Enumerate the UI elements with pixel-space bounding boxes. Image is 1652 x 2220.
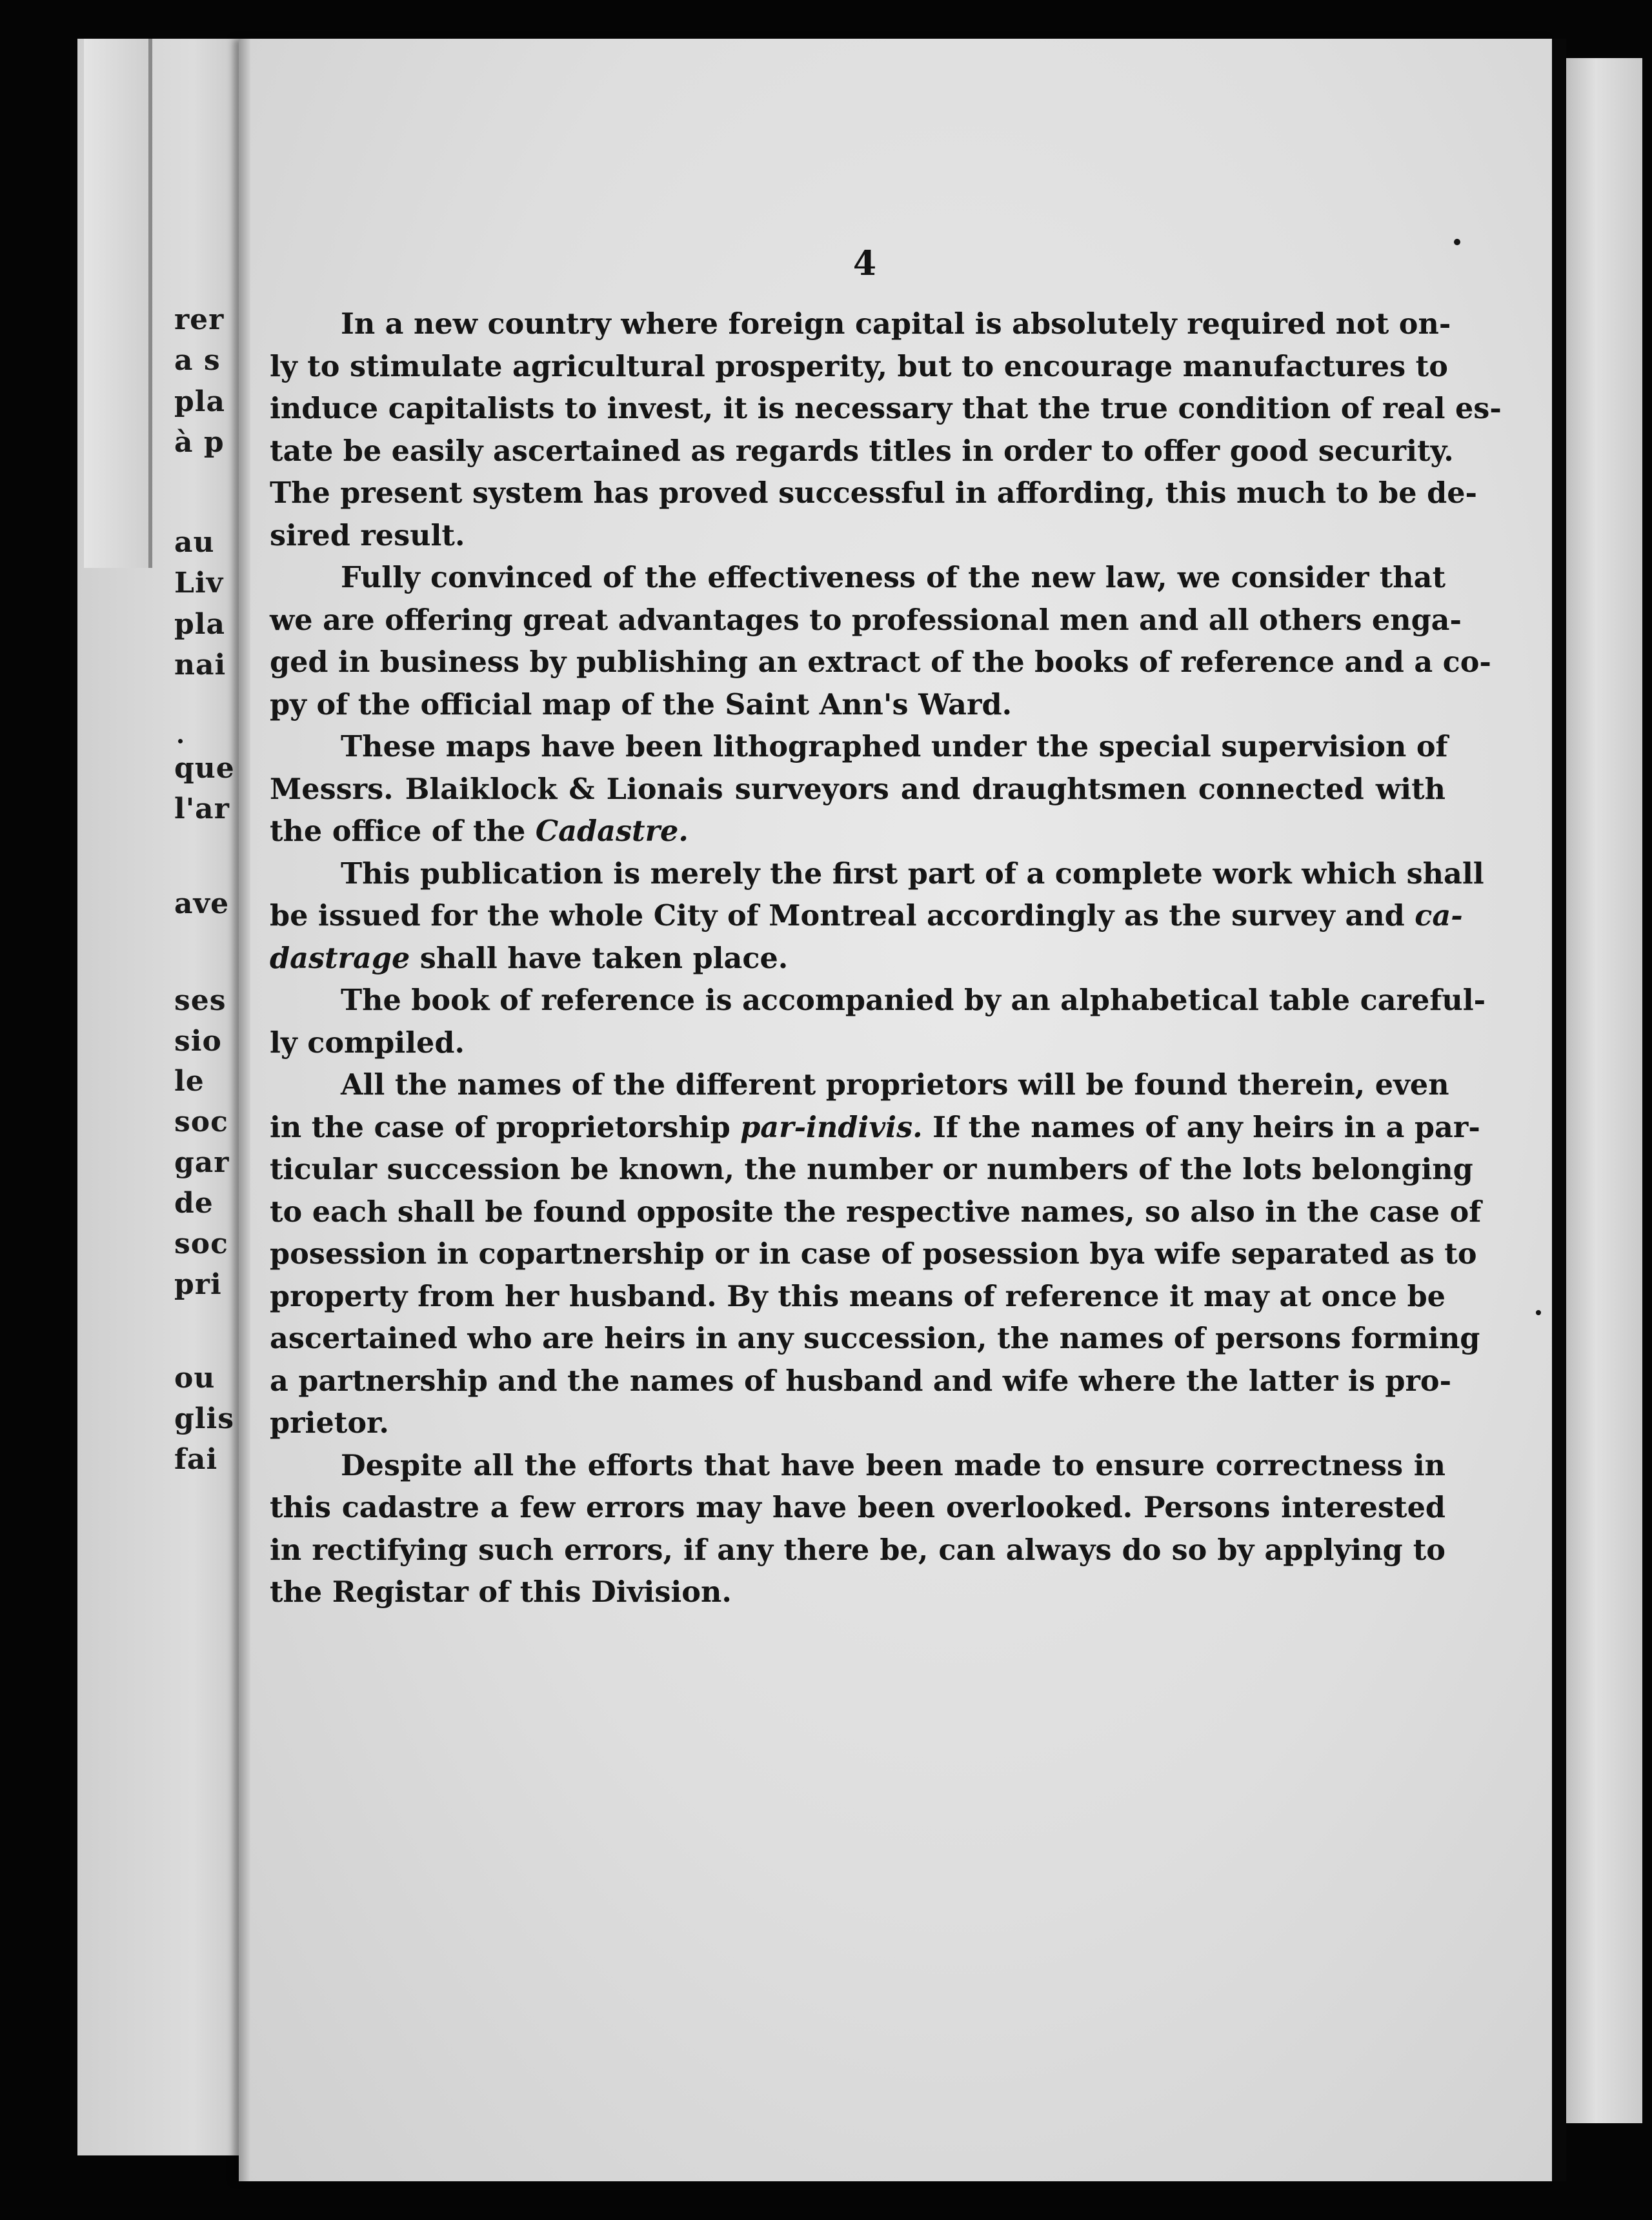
text-line — [270, 1107, 1480, 1149]
text-line: property from her husband. By this means of reference it may at once be — [270, 1279, 1446, 1313]
fragment-text: que — [174, 752, 235, 785]
text-line: ascertained who are heirs in any succession, the names of persons forming — [270, 1322, 1480, 1355]
text-line: Despite all the efforts that have been made to ensure correctness in — [341, 1448, 1446, 1482]
text-line: posession in copartnership or in case of posession bya wife separated as to — [270, 1237, 1477, 1271]
text-line: ly to stimulate agricultural prosperity, but to encourage manufactures to — [270, 349, 1448, 383]
text-run: be issued for the whole City of Montreal accordingly as the survey and — [270, 899, 1415, 933]
text-line: Messrs. Blaiklock & Lionais surveyors and draughtsmen connected with — [270, 772, 1446, 806]
italic-term-par-indivis: par-indivis. — [740, 1110, 923, 1144]
text-run: in the case of proprietorship — [270, 1110, 741, 1144]
text-line: we are offering great advantages to professional men and all others enga- — [270, 603, 1462, 637]
italic-term-cadastre: Cadastre. — [535, 814, 689, 848]
text-line: the Registar of this Division. — [270, 1575, 732, 1609]
text-line: this cadastre a few errors may have been overlooked. Persons interested — [270, 1491, 1446, 1524]
text-line: to each shall be found opposite the respective names, so also in the case of — [270, 1195, 1482, 1229]
fragment-text: ses — [174, 984, 227, 1017]
fragment-text: à p — [174, 426, 225, 459]
page-fold-shadow — [239, 39, 250, 2181]
fragment-text: fai — [174, 1443, 218, 1476]
fragment-text: nai — [174, 649, 227, 681]
text-run: If the names of any heirs in a par- — [922, 1110, 1480, 1144]
fragment-text: ave — [174, 887, 230, 920]
adjacent-page-fragments — [174, 303, 248, 1529]
text-line: tate be easily ascertained as regards titles in order to offer good security. — [270, 434, 1454, 468]
ink-speck — [1536, 1310, 1541, 1315]
fragment-text: pla — [174, 608, 225, 641]
fragment-text: le — [174, 1065, 205, 1098]
fragment-text: soc — [174, 1227, 228, 1260]
ink-speck — [1454, 239, 1460, 245]
text-line — [270, 938, 1446, 980]
fragment-text: glis — [174, 1402, 234, 1435]
body-text — [270, 303, 1502, 1614]
fragment-text: sio — [174, 1025, 222, 1058]
text-line: Fully convinced of the effectiveness of the new law, we consider that — [341, 561, 1446, 594]
text-line: a partnership and the names of husband and wife where the latter is pro- — [270, 1364, 1452, 1398]
fragment-text: ou — [174, 1362, 216, 1395]
fragment-text: au — [174, 526, 215, 559]
ink-speck — [178, 739, 183, 743]
text-line: in rectifying such errors, if any there be, can always do so by applying to — [270, 1533, 1446, 1567]
italic-term-cadastrage-start: ca- — [1415, 899, 1463, 933]
facing-page-edge — [1565, 58, 1642, 2123]
underlying-page-tab — [84, 39, 152, 568]
text-run: shall have taken place. — [410, 941, 789, 975]
text-line: ticular succession be known, the number or numbers of the lots belonging — [270, 1153, 1473, 1186]
text-line: The book of reference is accompanied by an alphabetical table careful- — [341, 984, 1486, 1017]
fragment-text: a s — [174, 344, 221, 377]
text-line — [270, 895, 1463, 938]
fragment-text: gar — [174, 1146, 230, 1179]
page-number: 4 — [852, 244, 877, 283]
page-gutter — [1552, 39, 1566, 2181]
text-line: py of the official map of the Saint Ann's Ward. — [270, 687, 1012, 722]
text-line: prietor. — [270, 1406, 389, 1440]
fragment-text: rer — [174, 303, 225, 336]
text-run: the office of the — [270, 814, 536, 848]
text-line: All the names of the different proprietors will be found therein, even — [341, 1068, 1449, 1102]
fragment-text: pla — [174, 385, 225, 418]
text-line: This publication is merely the first part of a complete work which shall — [341, 856, 1484, 891]
text-line: ged in business by publishing an extract of the books of reference and a co- — [270, 645, 1491, 679]
fragment-text: de — [174, 1187, 214, 1220]
fragment-text: Liv — [174, 567, 224, 600]
text-line: induce capitalists to invest, it is necessary that the true condition of real es- — [270, 392, 1502, 425]
fragment-text: pri — [174, 1268, 222, 1301]
text-line: These maps have been lithographed under the special supervision of — [341, 730, 1448, 763]
italic-term-cadastrage-end: dastrage — [270, 941, 410, 975]
text-line — [270, 811, 1446, 853]
text-line: In a new country where foreign capital is absolutely required not on- — [341, 307, 1451, 341]
fragment-text: soc — [174, 1105, 228, 1138]
text-line: The present system has proved successful in affording, this much to be de- — [270, 476, 1477, 510]
fragment-text: l'ar — [174, 792, 230, 825]
text-line: sired result. — [270, 518, 465, 552]
text-line: ly compiled. — [270, 1025, 465, 1060]
